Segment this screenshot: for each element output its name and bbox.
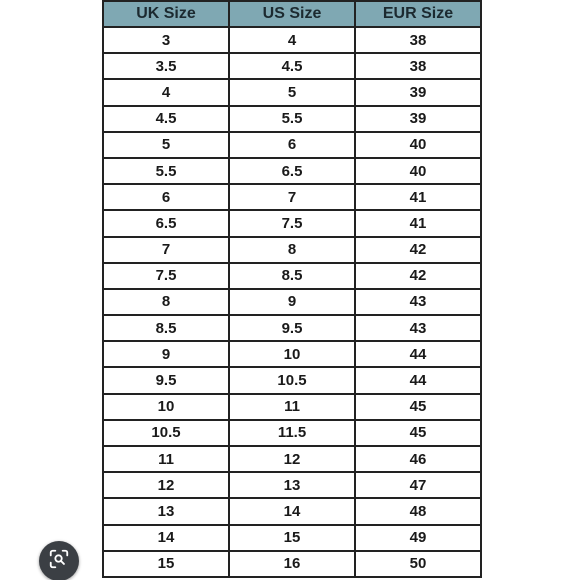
eur-size-cell: 41: [355, 210, 481, 236]
table-row: [103, 551, 481, 577]
us-size-cell: 16: [229, 551, 355, 577]
eur-size-cell: 43: [355, 315, 481, 341]
table-row: [103, 420, 481, 446]
uk-size-cell: 15: [103, 551, 229, 577]
uk-size-cell: 5.5: [103, 158, 229, 184]
table-row: [103, 367, 481, 393]
eur-size-cell: 50: [355, 551, 481, 577]
us-size-cell: 4.5: [229, 53, 355, 79]
lens-search-button[interactable]: [39, 541, 79, 580]
table-row: [103, 184, 481, 210]
uk-size-cell: 10.5: [103, 420, 229, 446]
uk-size-cell: 4: [103, 79, 229, 105]
eur-size-cell: 39: [355, 106, 481, 132]
eur-size-cell: 38: [355, 27, 481, 53]
uk-size-cell: 11: [103, 446, 229, 472]
uk-size-cell: 6: [103, 184, 229, 210]
us-size-cell: 10.5: [229, 367, 355, 393]
eur-size-cell: 43: [355, 289, 481, 315]
us-size-cell: 13: [229, 472, 355, 498]
uk-size-cell: 9: [103, 341, 229, 367]
eur-size-cell: 48: [355, 498, 481, 524]
table-row: [103, 341, 481, 367]
table-row: [103, 472, 481, 498]
uk-size-cell: 3: [103, 27, 229, 53]
table-row: [103, 394, 481, 420]
eur-size-cell: 47: [355, 472, 481, 498]
uk-size-cell: 14: [103, 525, 229, 551]
us-size-cell: 8.5: [229, 263, 355, 289]
header-us-size: US Size: [229, 1, 355, 27]
header-uk-size: UK Size: [103, 1, 229, 27]
table-row: [103, 27, 481, 53]
us-size-cell: 5.5: [229, 106, 355, 132]
eur-size-cell: 42: [355, 263, 481, 289]
eur-size-cell: 39: [355, 79, 481, 105]
uk-size-cell: 13: [103, 498, 229, 524]
uk-size-cell: 8: [103, 289, 229, 315]
size-rows: [103, 27, 481, 577]
us-size-cell: 10: [229, 341, 355, 367]
us-size-cell: 6.5: [229, 158, 355, 184]
us-size-cell: 8: [229, 237, 355, 263]
uk-size-cell: 7.5: [103, 263, 229, 289]
uk-size-cell: 10: [103, 394, 229, 420]
us-size-cell: 12: [229, 446, 355, 472]
table-row: [103, 106, 481, 132]
us-size-cell: 15: [229, 525, 355, 551]
us-size-cell: 7: [229, 184, 355, 210]
eur-size-cell: 44: [355, 341, 481, 367]
us-size-cell: 6: [229, 132, 355, 158]
uk-size-cell: 9.5: [103, 367, 229, 393]
table-row: [103, 289, 481, 315]
us-size-cell: 5: [229, 79, 355, 105]
us-size-cell: 9.5: [229, 315, 355, 341]
table-row: [103, 158, 481, 184]
table-row: [103, 263, 481, 289]
table-row: [103, 53, 481, 79]
uk-size-cell: 6.5: [103, 210, 229, 236]
header-row: [103, 1, 481, 27]
eur-size-cell: 45: [355, 420, 481, 446]
table-row: [103, 210, 481, 236]
eur-size-cell: 42: [355, 237, 481, 263]
header-eur-size: EUR Size: [355, 1, 481, 27]
table-row: [103, 79, 481, 105]
table-row: [103, 498, 481, 524]
eur-size-cell: 41: [355, 184, 481, 210]
table-row: [103, 315, 481, 341]
eur-size-cell: 40: [355, 158, 481, 184]
eur-size-cell: 38: [355, 53, 481, 79]
us-size-cell: 9: [229, 289, 355, 315]
us-size-cell: 11: [229, 394, 355, 420]
eur-size-cell: 45: [355, 394, 481, 420]
us-size-cell: 4: [229, 27, 355, 53]
lens-search-icon: [48, 548, 70, 575]
eur-size-cell: 49: [355, 525, 481, 551]
eur-size-cell: 46: [355, 446, 481, 472]
us-size-cell: 7.5: [229, 210, 355, 236]
uk-size-cell: 7: [103, 237, 229, 263]
table-row: [103, 446, 481, 472]
us-size-cell: 14: [229, 498, 355, 524]
uk-size-cell: 3.5: [103, 53, 229, 79]
shoe-size-chart: [102, 0, 482, 578]
table-row: [103, 132, 481, 158]
table-row: [103, 237, 481, 263]
uk-size-cell: 5: [103, 132, 229, 158]
eur-size-cell: 40: [355, 132, 481, 158]
uk-size-cell: 8.5: [103, 315, 229, 341]
uk-size-cell: 12: [103, 472, 229, 498]
eur-size-cell: 44: [355, 367, 481, 393]
uk-size-cell: 4.5: [103, 106, 229, 132]
table-row: [103, 525, 481, 551]
us-size-cell: 11.5: [229, 420, 355, 446]
